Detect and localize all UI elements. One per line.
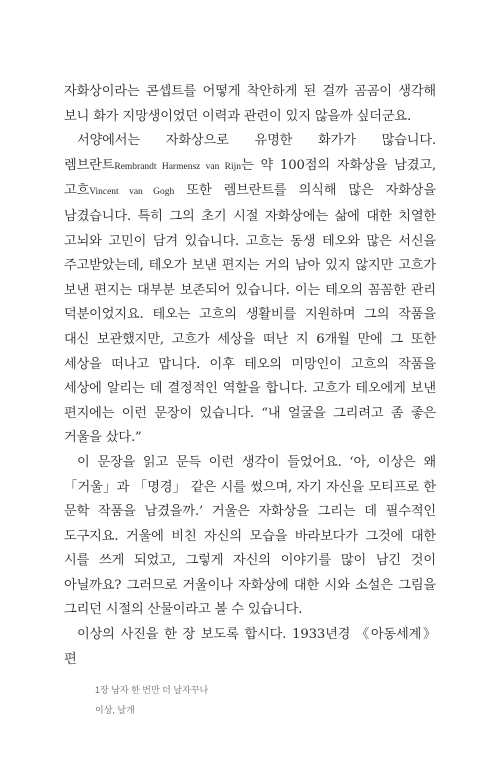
van-gogh-full-name: Vincent van Gogh: [89, 187, 175, 198]
footer-section-title: 이상, 날개: [95, 705, 135, 715]
rembrandt-full-name: Rembrandt Harmensz van Rijn: [114, 161, 241, 172]
paragraph-2-text-a: 서양에서는 자화상으로 유명한 화가가 많습니다. 렘브란트: [64, 133, 436, 173]
body-text: [64, 80, 436, 672]
running-footer: [95, 680, 208, 720]
paragraph-1: 자화상이라는 콘셉트를 어떻게 착안하게 된 걸까 곰곰이 생각해 보니 화가 지망생이었던 이력과 관련이 있지 않을까 싶더군요.: [64, 84, 436, 124]
footer-chapter-title: 1장 남자 한 번만 더 날자꾸나: [95, 685, 209, 695]
paragraph-2-text-c: 또한 렘브란트를 의식해 많은 자화상을 남겼습니다. 특히 그의 초기 시절 자화상에는 삶에 대한 치열한 고뇌와 고민이 담겨 있습니다. 고흐는 동생 테오와 많은 서신을 주고받았는데, 테오가 보낸 편지는 거의 남아 있지 않지만 고흐가 보낸 편지는 대부분 보존되어 있습니다. 이는 테오의 꼼꼼한 관리 덕분이었지요. 테오는 고흐의 생활비를 지원하며 그의 작품을 대신 보관했지만, 고흐가 세상을 떠난 지 6개월 만에 그 또한 세상을 떠나고 맙니다. 이후 테오의 미망인이 고흐의 작품을 세상에 알리는 데 결정적인 역할을 합니다. 고흐가 테오에게 보낸 편지에는 이런 문장이 있습니다. “내 얼굴을 그리려고 좀 좋은 거울을 샀다.”: [64, 183, 436, 446]
paragraph-2: [64, 129, 436, 451]
paragraph-4: 이상의 사진을 한 장 보도록 합시다. 1933년경 《아동세계》 편: [64, 627, 436, 667]
paragraph-3: 이 문장을 읽고 문득 이런 생각이 들었어요. ‘아, 이상은 왜 「거울」과 「명경」 같은 시를 썼으며, 자기 자신을 모티프로 한 문학 작품을 남겼을까.’ 거울은 자화상을 그리는 데 필수적인 도구지요. 거울에 비친 자신의 모습을 바라보다가 그것에 대한 시를 쓰게 되었고, 그렇게 자신의 이야기를 많이 남긴 것이 아닐까요? 그러므로 거울이나 자화상에 대한 시와 소설은 그림을 그리던 시절의 산물이라고 볼 수 있습니다.: [64, 454, 436, 618]
paragraph-2-text-b: 는 약 100점의 자화상을 남겼고, 고흐: [64, 157, 436, 199]
